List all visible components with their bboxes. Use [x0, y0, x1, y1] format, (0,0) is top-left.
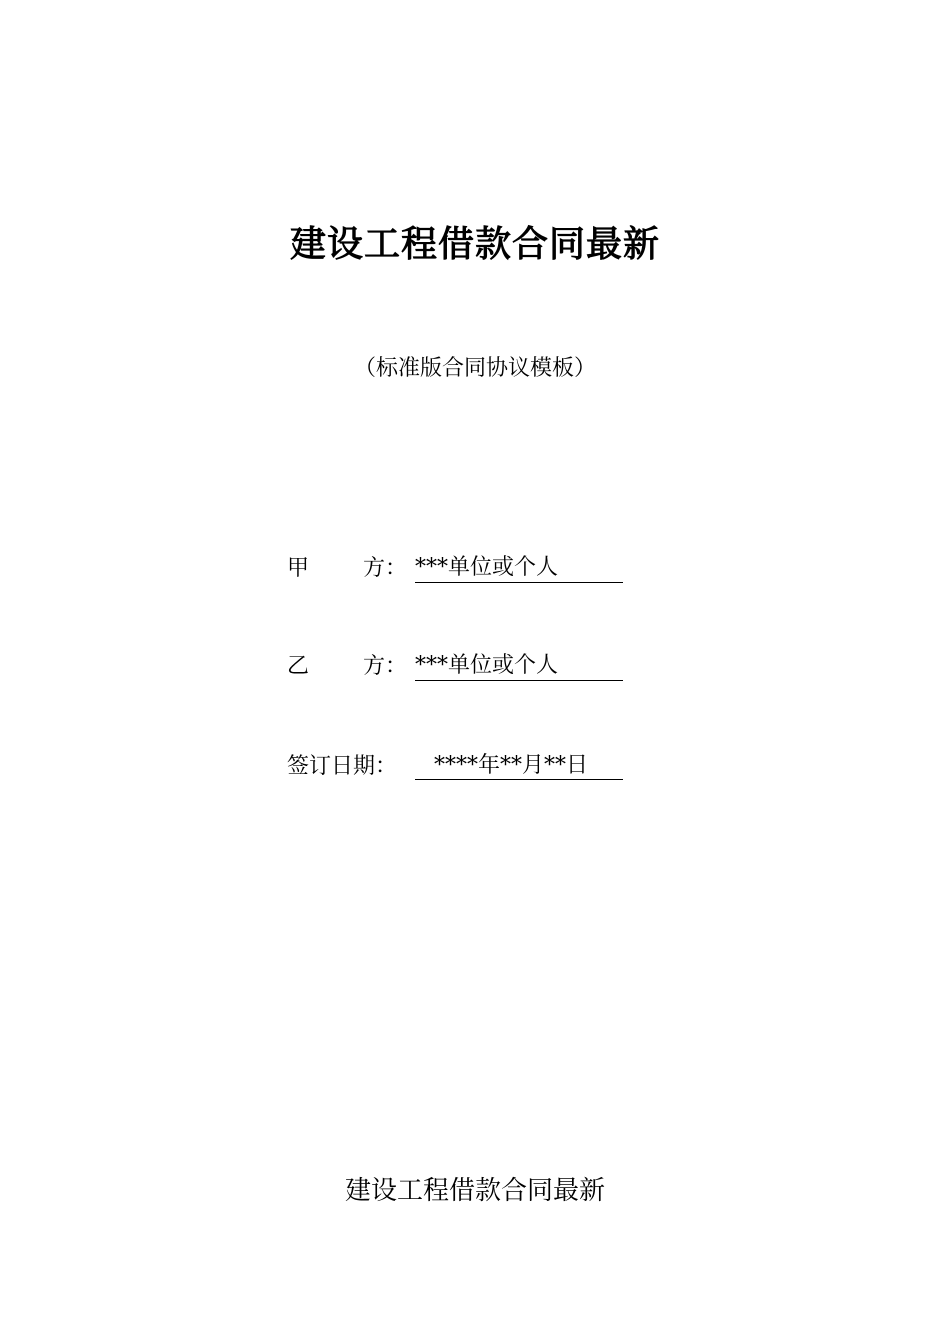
signing-date-row: [287, 750, 588, 784]
party-b-label-first: 乙: [287, 654, 310, 679]
party-b-row: [287, 650, 559, 684]
document-subtitle: （标准版合同协议模板）: [353, 356, 596, 381]
party-b-label-second: 方：: [363, 654, 408, 679]
signing-date-value: ****年**月**日: [415, 750, 623, 780]
party-a-label-first: 甲: [287, 556, 310, 581]
footer-title: 建设工程借款合同最新: [344, 1176, 605, 1206]
signing-date-label: 签订日期：: [287, 754, 398, 779]
party-b-value: ***单位或个人: [415, 650, 623, 681]
party-a-row: [287, 552, 559, 586]
party-a-value: ***单位或个人: [415, 552, 623, 583]
document-title: 建设工程借款合同最新: [289, 223, 660, 265]
party-a-label-second: 方：: [363, 556, 408, 581]
